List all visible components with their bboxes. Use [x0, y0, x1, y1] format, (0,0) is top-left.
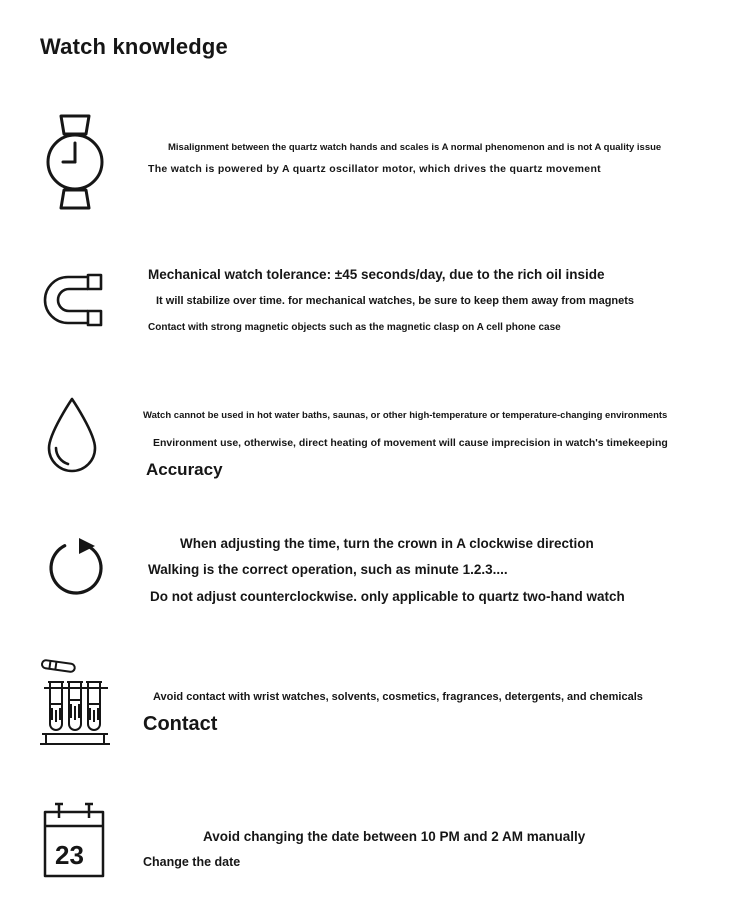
section-magnetism [40, 266, 740, 334]
wristwatch-icon [45, 114, 148, 210]
calendar-icon [42, 800, 148, 880]
chemicals-icon-column [40, 658, 148, 750]
magnet-stabilize-line: It will stabilize over time. for mechanical watches, be sure to keep them away from magnets [156, 294, 635, 307]
magnet-icon [42, 272, 148, 328]
date-icon-column [40, 800, 148, 880]
chemicals-text-column [143, 658, 740, 737]
crown-operation-line: Walking is the correct operation, such as minute 1.2.3.... [148, 562, 508, 578]
calendar-day-number: 23 [55, 839, 84, 870]
contact-heading: Contact [143, 712, 218, 735]
crown-icon-column [40, 531, 148, 599]
magnet-tolerance-line: Mechanical watch tolerance: ±45 seconds/day, due to the rich oil inside [148, 267, 605, 282]
temperature-icon-column [40, 396, 148, 474]
crown-warning-line: Do not adjust counterclockwise. only applicable to quartz two-hand watch [150, 589, 625, 605]
section-temperature [40, 396, 740, 481]
temperature-environment-line: Environment use, otherwise, direct heating of movement will cause imprecision in watch's timekeeping [153, 437, 668, 450]
date-text-column [143, 800, 740, 871]
crown-clockwise-line: When adjusting the time, turn the crown in A clockwise direction [180, 535, 594, 551]
date-avoid-line: Avoid changing the date between 10 PM and 2 AM manually [203, 828, 586, 844]
accuracy-heading: Accuracy [146, 459, 223, 479]
magnet-text-column [148, 266, 740, 334]
clockwise-arrow-icon [45, 535, 148, 599]
crown-text-column [148, 531, 740, 606]
chemicals-avoid-line: Avoid contact with wrist watches, solvents, cosmetics, fragrances, detergents, and chemicals [153, 690, 643, 703]
water-drop-icon [45, 396, 148, 474]
test-tubes-icon [38, 658, 148, 750]
section-date-change [40, 800, 740, 880]
date-change-line: Change the date [143, 855, 241, 870]
magnet-contact-line: Contact with strong magnetic objects such as the magnetic clasp on A cell phone case [148, 321, 561, 333]
section-quartz-movement [40, 114, 740, 210]
quartz-note: Misalignment between the quartz watch hands and scales is A normal phenomenon and is not A quality issue [168, 142, 662, 153]
page-title: Watch knowledge [40, 34, 228, 59]
section-time-adjustment [40, 531, 740, 606]
magnet-icon-column [40, 266, 148, 328]
section-chemical-contact [40, 658, 740, 750]
quartz-text-column [148, 114, 740, 177]
quartz-description: The watch is powered by A quartz oscillator motor, which drives the quartz movement [148, 163, 601, 176]
temperature-text-column [143, 396, 740, 481]
temperature-warning-line: Watch cannot be used in hot water baths, saunas, or other high-temperature or temperature-changing environments [143, 409, 668, 421]
quartz-icon-column [40, 114, 148, 210]
